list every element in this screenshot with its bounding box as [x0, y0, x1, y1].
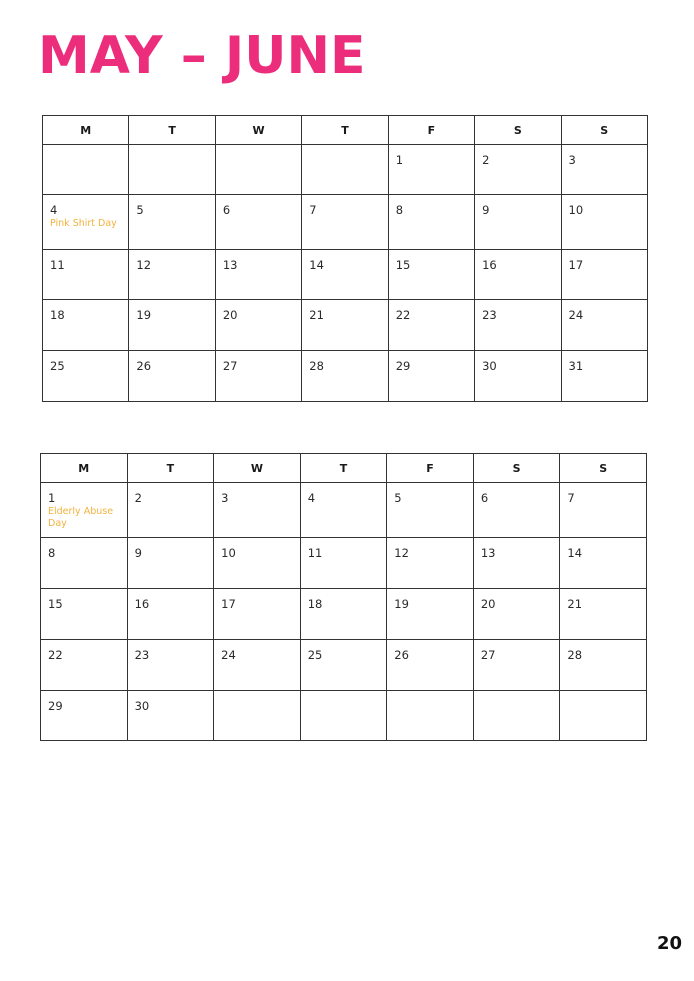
day-number: 16: [134, 597, 150, 611]
event-label: Elderly Abuse Day: [48, 506, 114, 529]
empty-day-cell: [129, 145, 215, 195]
week-row: [41, 538, 647, 589]
weekday-header: T: [300, 454, 387, 483]
day-cell: [43, 351, 129, 402]
day-cell: [41, 538, 128, 589]
day-number: 30: [482, 359, 497, 373]
day-number: 25: [50, 359, 65, 373]
day-number: 22: [48, 648, 63, 662]
day-number: 12: [394, 546, 409, 560]
day-number: 26: [136, 359, 152, 373]
day-cell: [302, 250, 388, 300]
weekday-header: F: [388, 116, 474, 145]
week-row: [43, 300, 648, 351]
weekday-header-row: [43, 116, 648, 145]
week-row: [43, 351, 648, 402]
day-number: 21: [567, 597, 583, 611]
day-cell: [129, 351, 215, 402]
day-cell: [388, 300, 474, 351]
day-cell-content: [301, 691, 387, 699]
day-number: 28: [567, 648, 583, 662]
day-cell-content: [129, 300, 214, 322]
day-cell: [561, 145, 647, 195]
day-cell-content: [129, 351, 214, 373]
day-cell-content: [475, 250, 560, 272]
day-cell-content: [129, 250, 214, 272]
day-cell-content: [43, 195, 128, 230]
day-cell-content: [475, 195, 560, 217]
day-cell: [41, 589, 128, 640]
day-cell-content: [302, 300, 387, 322]
day-cell-content: [214, 640, 300, 662]
week-row: [41, 483, 647, 538]
day-cell-content: [129, 145, 214, 153]
week-row: [43, 145, 648, 195]
empty-day-cell: [215, 145, 301, 195]
day-cell: [127, 589, 214, 640]
day-cell-content: [475, 351, 560, 373]
day-cell: [475, 250, 561, 300]
weekday-header: T: [129, 116, 215, 145]
day-cell-content: [560, 538, 646, 560]
day-cell: [127, 691, 214, 741]
day-cell-content: [474, 538, 560, 560]
day-cell-content: [387, 483, 473, 505]
day-cell: [387, 589, 474, 640]
day-cell: [473, 589, 560, 640]
weekday-header: S: [473, 454, 560, 483]
day-cell-content: [560, 589, 646, 611]
day-number: 2: [134, 491, 142, 505]
day-cell: [388, 145, 474, 195]
empty-day-cell: [387, 691, 474, 741]
day-cell: [561, 250, 647, 300]
day-cell-content: [216, 351, 301, 373]
calendar-june: [40, 453, 647, 741]
empty-day-cell: [300, 691, 387, 741]
day-number: 4: [50, 203, 58, 217]
day-cell: [388, 195, 474, 250]
day-cell-content: [216, 145, 301, 153]
day-cell: [41, 483, 128, 538]
weekday-header: F: [387, 454, 474, 483]
day-cell: [560, 538, 647, 589]
day-cell-content: [562, 145, 647, 167]
day-number: 1: [395, 153, 404, 167]
day-cell-content: [389, 351, 474, 373]
day-cell-content: [216, 250, 301, 272]
day-cell: [561, 351, 647, 402]
day-cell: [215, 250, 301, 300]
day-number: 6: [222, 203, 231, 217]
page-number: 20: [656, 933, 682, 954]
day-cell-content: [214, 483, 300, 505]
weekday-header: M: [41, 454, 128, 483]
week-row: [41, 589, 647, 640]
day-cell-content: [474, 483, 560, 505]
day-cell: [302, 195, 388, 250]
day-cell: [43, 250, 129, 300]
day-cell-content: [301, 589, 387, 611]
day-cell-content: [43, 145, 128, 153]
day-cell-content: [302, 351, 387, 373]
day-cell: [387, 640, 474, 691]
empty-day-cell: [214, 691, 301, 741]
weekday-header: W: [215, 116, 301, 145]
day-number: 22: [395, 308, 411, 322]
day-number: 12: [136, 258, 152, 272]
day-number: 7: [567, 491, 575, 505]
day-number: 26: [394, 648, 409, 662]
day-cell: [127, 538, 214, 589]
day-cell-content: [387, 538, 473, 560]
day-cell-content: [302, 145, 387, 153]
week-row: [41, 691, 647, 741]
day-number: 18: [307, 597, 323, 611]
day-cell: [214, 483, 301, 538]
weekday-header-row: [41, 454, 647, 483]
day-cell: [215, 195, 301, 250]
day-cell: [560, 589, 647, 640]
day-cell-content: [562, 351, 647, 373]
day-cell-content: [128, 538, 214, 560]
day-cell-content: [216, 300, 301, 322]
day-cell: [475, 195, 561, 250]
day-number: 19: [136, 308, 152, 322]
day-cell-content: [560, 640, 646, 662]
day-cell-content: [387, 640, 473, 662]
day-number: 5: [136, 203, 144, 217]
day-cell: [43, 300, 129, 351]
day-number: 4: [307, 491, 316, 505]
day-number: 6: [480, 491, 489, 505]
day-cell-content: [41, 589, 127, 611]
empty-day-cell: [560, 691, 647, 741]
day-number: 25: [307, 648, 323, 662]
day-number: 11: [50, 258, 65, 272]
day-cell-content: [560, 483, 646, 505]
page-title: MAY – JUNE: [38, 26, 366, 86]
day-cell-content: [301, 483, 387, 505]
day-number: 19: [394, 597, 409, 611]
day-number: 27: [480, 648, 496, 662]
day-number: 17: [568, 258, 584, 272]
day-number: 30: [134, 699, 150, 713]
day-cell-content: [389, 195, 474, 217]
day-cell: [43, 195, 129, 250]
empty-day-cell: [473, 691, 560, 741]
day-cell-content: [562, 250, 647, 272]
day-number: 20: [480, 597, 496, 611]
day-number: 3: [568, 153, 576, 167]
day-cell-content: [389, 250, 474, 272]
day-cell: [41, 640, 128, 691]
day-cell: [388, 250, 474, 300]
event-label: Pink Shirt Day: [50, 218, 117, 229]
day-cell-content: [475, 300, 560, 322]
weekday-header: T: [302, 116, 388, 145]
day-cell-content: [560, 691, 646, 699]
day-cell-content: [128, 640, 214, 662]
day-cell-content: [474, 640, 560, 662]
day-number: 24: [221, 648, 236, 662]
day-number: 31: [568, 359, 584, 373]
day-cell-content: [474, 691, 560, 699]
day-cell: [41, 691, 128, 741]
day-cell: [127, 483, 214, 538]
day-cell: [127, 640, 214, 691]
empty-day-cell: [302, 145, 388, 195]
day-number: 15: [48, 597, 63, 611]
day-number: 20: [222, 308, 238, 322]
day-cell: [473, 538, 560, 589]
day-cell: [561, 300, 647, 351]
day-number: 9: [482, 203, 490, 217]
day-cell: [215, 300, 301, 351]
day-cell: [473, 483, 560, 538]
day-number: 10: [568, 203, 584, 217]
day-cell-content: [562, 195, 647, 217]
day-cell-content: [387, 589, 473, 611]
day-number: 13: [222, 258, 238, 272]
empty-day-cell: [43, 145, 129, 195]
day-cell: [300, 483, 387, 538]
day-cell-content: [475, 145, 560, 167]
day-cell: [214, 640, 301, 691]
day-number: 16: [482, 258, 497, 272]
day-cell-content: [301, 538, 387, 560]
day-cell: [560, 640, 647, 691]
day-cell-content: [389, 300, 474, 322]
day-cell-content: [301, 640, 387, 662]
weekday-header: S: [561, 116, 647, 145]
day-cell-content: [387, 691, 473, 699]
day-cell-content: [128, 691, 214, 713]
day-cell: [215, 351, 301, 402]
day-cell-content: [302, 195, 387, 217]
day-cell-content: [43, 300, 128, 322]
day-number: 8: [395, 203, 404, 217]
day-cell-content: [41, 691, 127, 713]
day-number: 17: [221, 597, 236, 611]
day-cell: [129, 250, 215, 300]
day-number: 1: [48, 491, 56, 505]
day-cell-content: [302, 250, 387, 272]
day-number: 7: [309, 203, 317, 217]
week-row: [43, 195, 648, 250]
day-cell: [475, 145, 561, 195]
day-cell: [387, 538, 474, 589]
day-cell: [214, 589, 301, 640]
day-number: 5: [394, 491, 402, 505]
day-number: 2: [482, 153, 490, 167]
week-row: [43, 250, 648, 300]
day-cell: [300, 589, 387, 640]
day-cell: [302, 300, 388, 351]
day-number: 14: [309, 258, 324, 272]
day-number: 29: [48, 699, 63, 713]
day-number: 27: [222, 359, 238, 373]
day-cell-content: [389, 145, 474, 167]
weekday-header: S: [475, 116, 561, 145]
day-number: 23: [482, 308, 497, 322]
day-number: 9: [134, 546, 142, 560]
calendar-may: [42, 115, 648, 402]
day-cell-content: [214, 589, 300, 611]
weekday-header: T: [127, 454, 214, 483]
day-number: 14: [567, 546, 583, 560]
day-cell: [300, 640, 387, 691]
day-cell-content: [41, 640, 127, 662]
day-cell-content: [41, 483, 127, 530]
day-cell: [214, 538, 301, 589]
day-number: 28: [309, 359, 324, 373]
day-number: 18: [50, 308, 65, 322]
day-number: 15: [395, 258, 411, 272]
day-number: 3: [221, 491, 229, 505]
day-cell: [129, 300, 215, 351]
day-cell-content: [214, 691, 300, 699]
day-cell-content: [128, 483, 214, 505]
day-cell-content: [129, 195, 214, 217]
day-cell-content: [562, 300, 647, 322]
day-cell: [388, 351, 474, 402]
day-number: 8: [48, 546, 56, 560]
day-cell-content: [41, 538, 127, 560]
day-cell-content: [128, 589, 214, 611]
day-cell: [560, 483, 647, 538]
day-cell: [561, 195, 647, 250]
weekday-header: S: [560, 454, 647, 483]
day-number: 24: [568, 308, 584, 322]
day-number: 23: [134, 648, 150, 662]
weekday-header: M: [43, 116, 129, 145]
day-cell: [473, 640, 560, 691]
day-number: 10: [221, 546, 236, 560]
day-cell-content: [43, 351, 128, 373]
day-cell-content: [474, 589, 560, 611]
day-cell-content: [214, 538, 300, 560]
day-cell: [302, 351, 388, 402]
day-number: 21: [309, 308, 324, 322]
day-cell: [300, 538, 387, 589]
day-number: 29: [395, 359, 411, 373]
day-number: 11: [307, 546, 323, 560]
day-cell: [475, 300, 561, 351]
day-cell: [129, 195, 215, 250]
weekday-header: W: [214, 454, 301, 483]
day-cell-content: [43, 250, 128, 272]
week-row: [41, 640, 647, 691]
day-cell: [475, 351, 561, 402]
day-cell-content: [216, 195, 301, 217]
day-cell: [387, 483, 474, 538]
day-number: 13: [480, 546, 496, 560]
